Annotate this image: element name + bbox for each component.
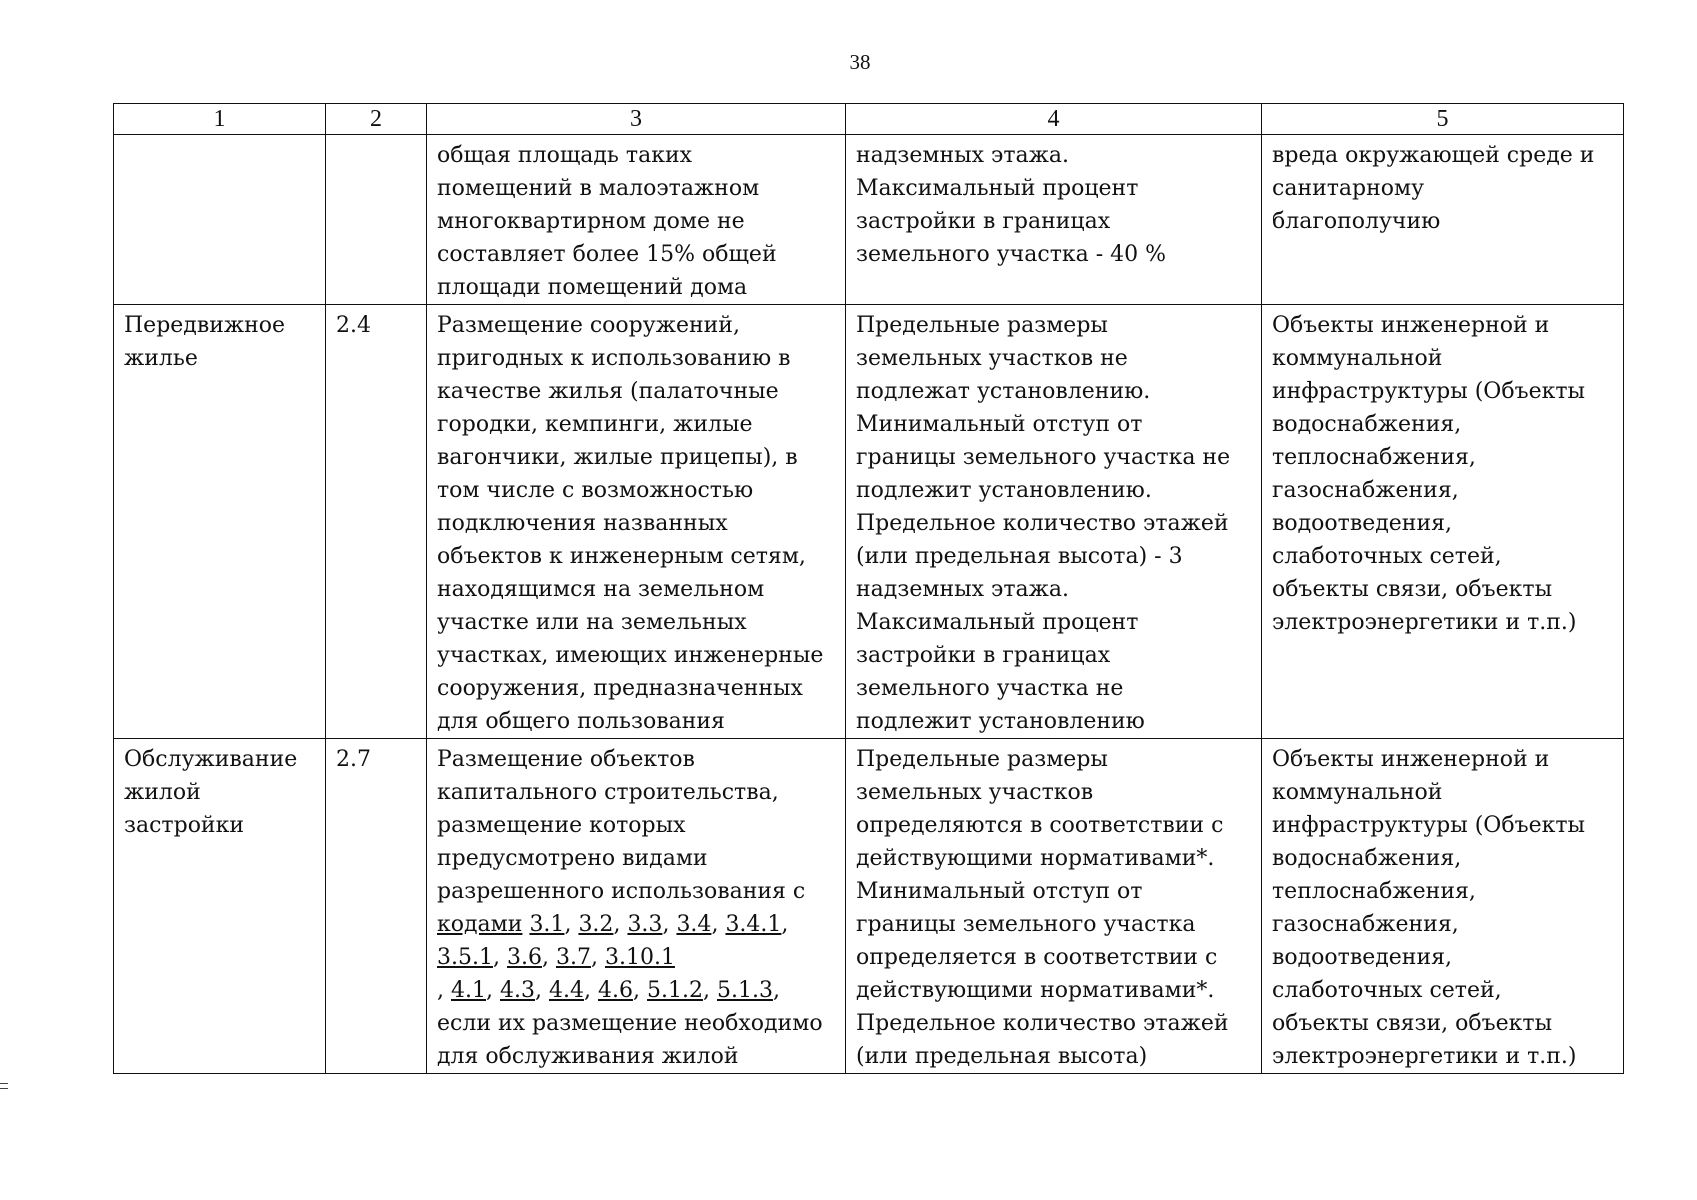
description-cell: Размещение объектов капитального строительства, размещение которых предусмотрено видами разрешенного использования с кодами 3.1, 3.2, 3.3, 3.4, 3.4.1, 3.5.1, 3.6, 3.7, 3.10.1 , 4.1, 4.3, 4.4, 4.6, 5.1.2, 5.1.3, если их размещение необходимо для обслуживания жилой [427,739,846,1074]
land-use-table [113,103,1624,1074]
column-header-1: 1 [114,104,326,135]
column-header-4: 4 [846,104,1262,135]
code-link-3-4[interactable]: 3.4 [676,912,712,937]
page-number: 38 [849,50,871,74]
column-header-3: 3 [427,104,846,135]
use-code-cell: 2.7 [326,739,427,1074]
code-link-3-1[interactable]: 3.1 [529,912,565,937]
code-link-4-6[interactable]: 4.6 [598,978,633,1003]
code-link-3-5-1[interactable]: 3.5.1 [437,945,493,970]
use-name-cell: Обслуживание жилой застройки [114,739,326,1074]
code-link-3-10-1[interactable]: 3.10.1 [604,945,675,970]
auxiliary-cell: вреда окружающей среде и санитарному благополучию [1262,135,1624,305]
code-link-4-3[interactable]: 4.3 [500,978,535,1003]
code-link-4-1[interactable]: 4.1 [451,978,486,1003]
code-link-3-6[interactable]: 3.6 [506,945,542,970]
code-link-3-2[interactable]: 3.2 [578,912,614,937]
description-cell: Размещение сооружений, пригодных к использованию в качестве жилья (палаточные городки, кемпинги, жилые вагончики, жилые прицепы), в том числе с возможностью подключения названных объектов к инженерным сетям, находящимся на земельном участке или на земельных участках, имеющих инженерные сооружения, предназначенных для общего пользования [427,305,846,739]
table-row [114,135,1624,305]
use-name-cell [114,135,326,305]
codes-line-2: 3.5.1, 3.6, 3.7, 3.10.1 [437,945,675,970]
table-header-row [114,104,1624,135]
parameters-cell: надземных этажа. Максимальный процент застройки в границах земельного участка - 40 % [846,135,1262,305]
auxiliary-cell: Объекты инженерной и коммунальной инфраструктуры (Объекты водоснабжения, теплоснабжения, газоснабжения, водоотведения, слаботочных сетей, объекты связи, объекты электроэнергетики и т.п.) [1262,305,1624,739]
code-link-kodami[interactable]: кодами [437,912,523,937]
code-link-5-1-3[interactable]: 5.1.3 [716,978,773,1003]
use-code-cell: 2.4 [326,305,427,739]
use-name-cell: Передвижное жилье [114,305,326,739]
table-row [114,739,1624,1074]
code-link-3-4-1[interactable]: 3.4.1 [725,912,782,937]
code-link-5-1-2[interactable]: 5.1.2 [647,978,703,1003]
column-header-5: 5 [1262,104,1624,135]
code-link-3-7[interactable]: 3.7 [555,945,591,970]
table-row [114,305,1624,739]
code-link-3-3[interactable]: 3.3 [627,912,663,937]
codes-line-1: кодами 3.1, 3.2, 3.3, 3.4, 3.4.1, [437,912,789,937]
scan-edge-mark [0,1083,8,1089]
column-header-2: 2 [326,104,427,135]
description-cell: общая площадь таких помещений в малоэтажном многоквартирном доме не составляет более 15% общей площади помещений дома [427,135,846,305]
parameters-cell: Предельные размеры земельных участков не подлежат установлению. Минимальный отступ от границы земельного участка не подлежит установлению. Предельное количество этажей (или предельная высота) - 3 надземных этажа. Максимальный процент застройки в границах земельного участка не подлежит установлению [846,305,1262,739]
parameters-cell: Предельные размеры земельных участков определяются в соответствии с действующими нормативами*. Минимальный отступ от границы земельного участка определяется в соответствии с действующими нормативами*. Предельное количество этажей (или предельная высота) [846,739,1262,1074]
codes-line-3: , 4.1, 4.3, 4.4, 4.6, 5.1.2, 5.1.3, [437,978,780,1003]
auxiliary-cell: Объекты инженерной и коммунальной инфраструктуры (Объекты водоснабжения, теплоснабжения, газоснабжения, водоотведения, слаботочных сетей, объекты связи, объекты электроэнергетики и т.п.) [1262,739,1624,1074]
code-link-4-4[interactable]: 4.4 [549,978,584,1003]
use-code-cell [326,135,427,305]
